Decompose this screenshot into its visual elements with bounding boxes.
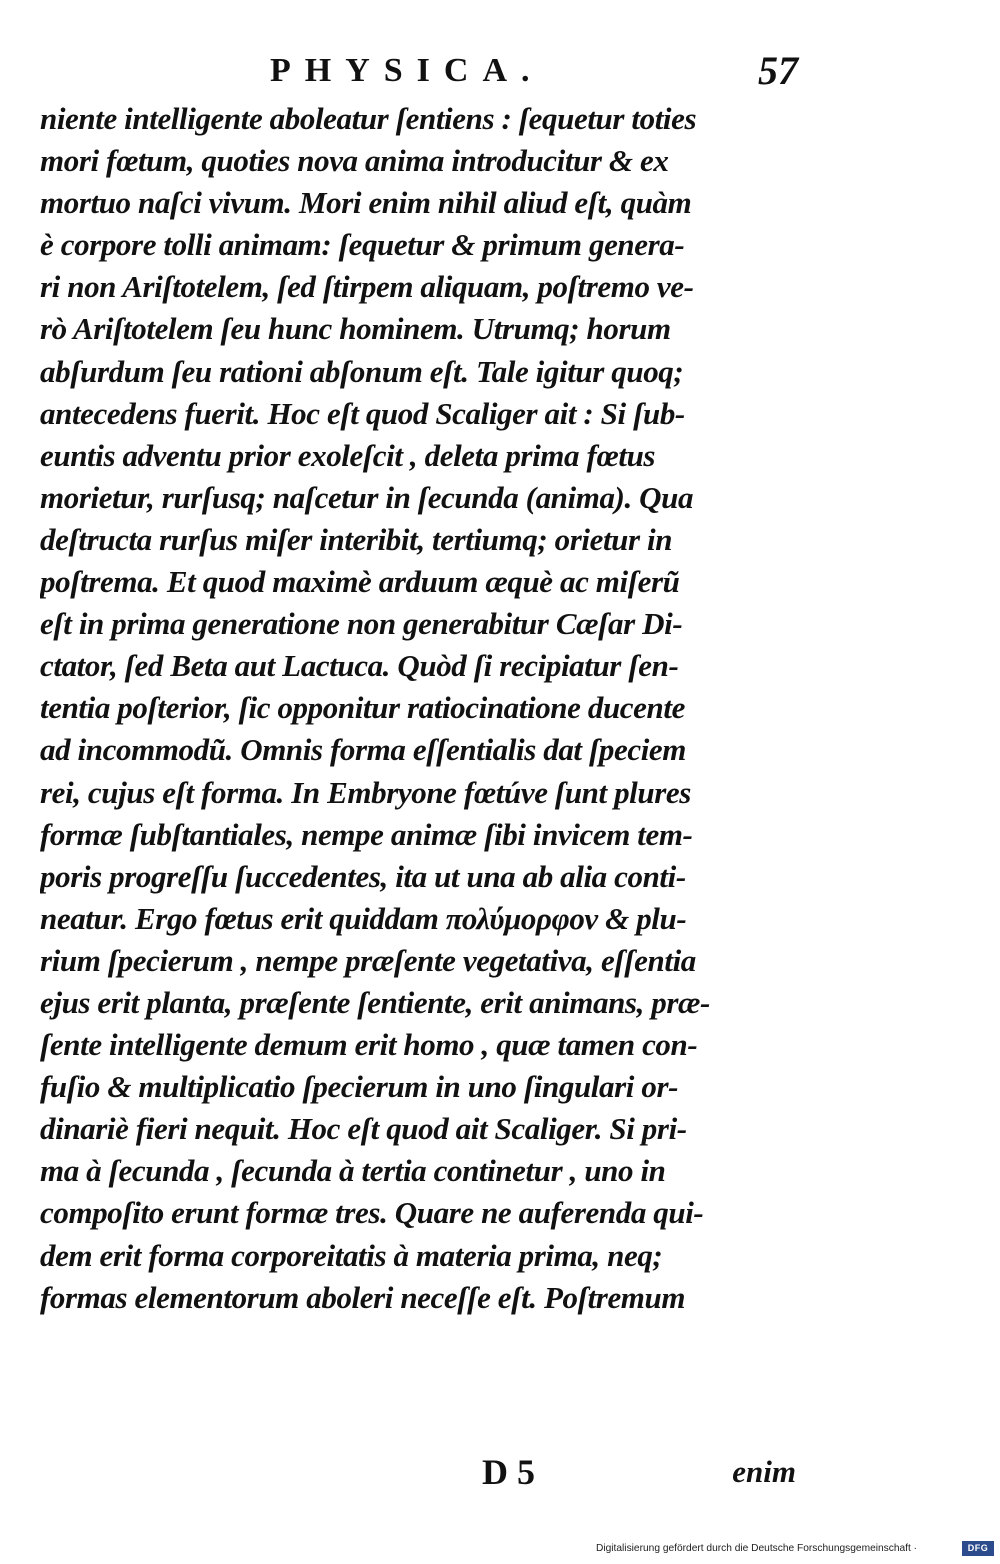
text-line: dinariè fieri nequit. Hoc eſt quod ait Scaliger. Si pri- xyxy=(40,1111,687,1147)
digitization-credit: Digitalisierung gefördert durch die Deutsche Forschungsgemeinschaft · xyxy=(596,1543,918,1554)
text-line: morietur, rurſusq; naſcetur in ſecunda (anima). Qua xyxy=(40,479,694,515)
signature-mark: D 5 xyxy=(482,1452,535,1492)
text-line: è corpore tolli animam: ſequetur & primum genera- xyxy=(40,227,685,263)
text-line: ejus erit planta, præſente ſentiente, erit animans, præ- xyxy=(40,984,710,1020)
text-line: rium ſpecierum , nempe præſente vegetativa, eſſentia xyxy=(40,942,696,978)
text-line: ri non Ariſtotelem, ſed ſtirpem aliquam, poſtremo ve- xyxy=(40,269,694,305)
text-line: tentia poſterior, ſic opponitur ratiocinatione ducente xyxy=(40,690,685,726)
text-line: compoſito erunt formæ tres. Quare ne auferenda qui- xyxy=(40,1195,704,1231)
text-line: eſt in prima generatione non generabitur Cæſar Di- xyxy=(40,606,683,642)
dfg-logo: DFG xyxy=(962,1541,994,1556)
body-text xyxy=(40,98,800,1319)
text-line: ſente intelligente demum erit homo , quæ tamen con- xyxy=(40,1027,698,1063)
text-line: ma à ſecunda , ſecunda à tertia continetur , uno in xyxy=(40,1153,666,1189)
text-line: deſtructa rurſus miſer interibit, tertiumq; orietur in xyxy=(40,521,673,557)
text-line: poris progreſſu ſuccedentes, ita ut una ab alia conti- xyxy=(40,858,686,894)
text-line: rò Ariſtotelem ſeu hunc hominem. Utrumq; horum xyxy=(40,311,671,347)
text-line: ctator, ſed Beta aut Lactuca. Quòd ſi recipiatur ſen- xyxy=(40,648,679,684)
text-line: abſurdum ſeu rationi abſonum eſt. Tale igitur quoq; xyxy=(40,353,684,389)
text-line: antecedens fuerit. Hoc eſt quod Scaliger ait : Si ſub- xyxy=(40,395,685,431)
page-number: 57 xyxy=(758,48,798,93)
text-line: formas elementorum aboleri neceſſe eſt. Poſtremum xyxy=(40,1279,686,1315)
text-line: fuſio & multiplicatio ſpecierum in uno ſingulari or- xyxy=(40,1069,679,1105)
text-line: poſtrema. Et quod maximè arduum æquè ac miſerũ xyxy=(40,564,680,600)
text-line: neatur. Ergo fœtus erit quiddam πολύμορφον & plu- xyxy=(40,900,687,936)
text-line: euntis adventu prior exoleſcit , deleta prima fœtus xyxy=(40,437,656,473)
text-line: mori fœtum, quoties nova anima introducitur & ex xyxy=(40,143,669,179)
running-head-title: PHYSICA. xyxy=(270,52,544,89)
text-line: rei, cujus eſt forma. In Embryone fœtúve ſunt plures xyxy=(40,774,691,810)
text-line: dem erit forma corporeitatis à materia prima, neq; xyxy=(40,1237,663,1273)
catchword: enim xyxy=(732,1454,796,1489)
text-line: mortuo naſci vivum. Mori enim nihil aliud eſt, quàm xyxy=(40,185,692,221)
text-line: ad incommodũ. Omnis forma eſſentialis dat ſpeciem xyxy=(40,732,687,768)
text-line: formæ ſubſtantiales, nempe animæ ſibi invicem tem- xyxy=(40,816,693,852)
text-line: niente intelligente aboleatur ſentiens : ſequetur toties xyxy=(40,101,697,136)
